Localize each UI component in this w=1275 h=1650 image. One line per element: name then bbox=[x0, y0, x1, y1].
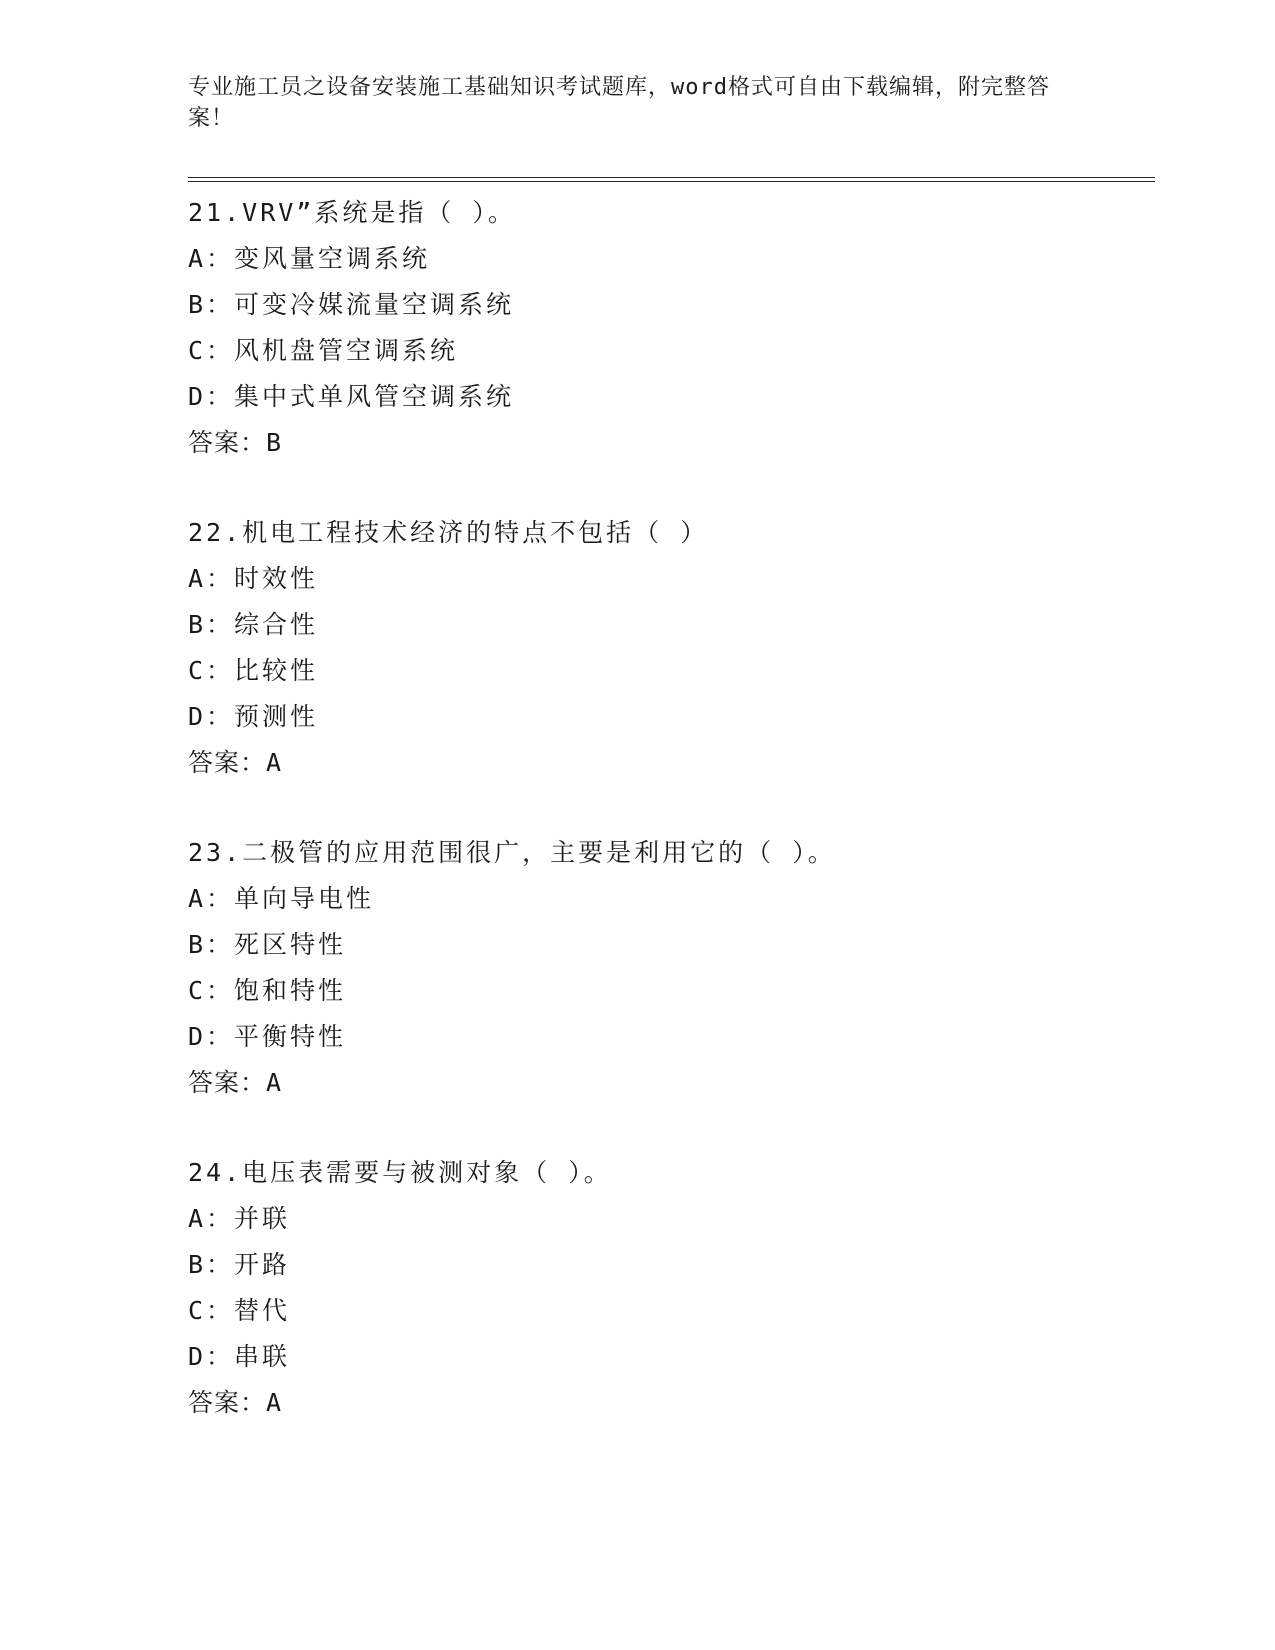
option-d: D：平衡特性 bbox=[188, 1022, 347, 1051]
question-22 bbox=[188, 510, 1148, 786]
question-stem: 23.二极管的应用范围很广，主要是利用它的（ ）。 bbox=[188, 838, 836, 867]
option-c: C：饱和特性 bbox=[188, 976, 347, 1005]
question-stem: 22.机电工程技术经济的特点不包括（ ） bbox=[188, 518, 709, 547]
option-d: D：预测性 bbox=[188, 702, 319, 731]
answer-label: 答案：A bbox=[188, 1388, 283, 1417]
option-b: B：可变冷媒流量空调系统 bbox=[188, 290, 515, 319]
option-d: D：集中式单风管空调系统 bbox=[188, 382, 515, 411]
option-a: A：并联 bbox=[188, 1204, 291, 1233]
question-list bbox=[188, 190, 1148, 1470]
question-stem: 21.VRV”系统是指（ ）。 bbox=[188, 198, 516, 227]
option-d: D：串联 bbox=[188, 1342, 291, 1371]
question-stem: 24.电压表需要与被测对象（ ）。 bbox=[188, 1158, 612, 1187]
option-a: A：单向导电性 bbox=[188, 884, 375, 913]
question-23 bbox=[188, 830, 1148, 1106]
option-b: B：死区特性 bbox=[188, 930, 347, 959]
option-b: B：开路 bbox=[188, 1250, 291, 1279]
option-c: C：比较性 bbox=[188, 656, 319, 685]
question-24 bbox=[188, 1150, 1148, 1426]
header-divider bbox=[188, 177, 1155, 182]
option-a: A：变风量空调系统 bbox=[188, 244, 431, 273]
option-c: C：替代 bbox=[188, 1296, 291, 1325]
answer-label: 答案：A bbox=[188, 1068, 283, 1097]
option-b: B：综合性 bbox=[188, 610, 319, 639]
document-header: 专业施工员之设备安装施工基础知识考试题库，word格式可自由下载编辑，附完整答案！ bbox=[188, 75, 1050, 131]
answer-label: 答案：B bbox=[188, 428, 283, 457]
question-21 bbox=[188, 190, 1148, 466]
option-a: A：时效性 bbox=[188, 564, 319, 593]
answer-label: 答案：A bbox=[188, 748, 283, 777]
option-c: C：风机盘管空调系统 bbox=[188, 336, 459, 365]
